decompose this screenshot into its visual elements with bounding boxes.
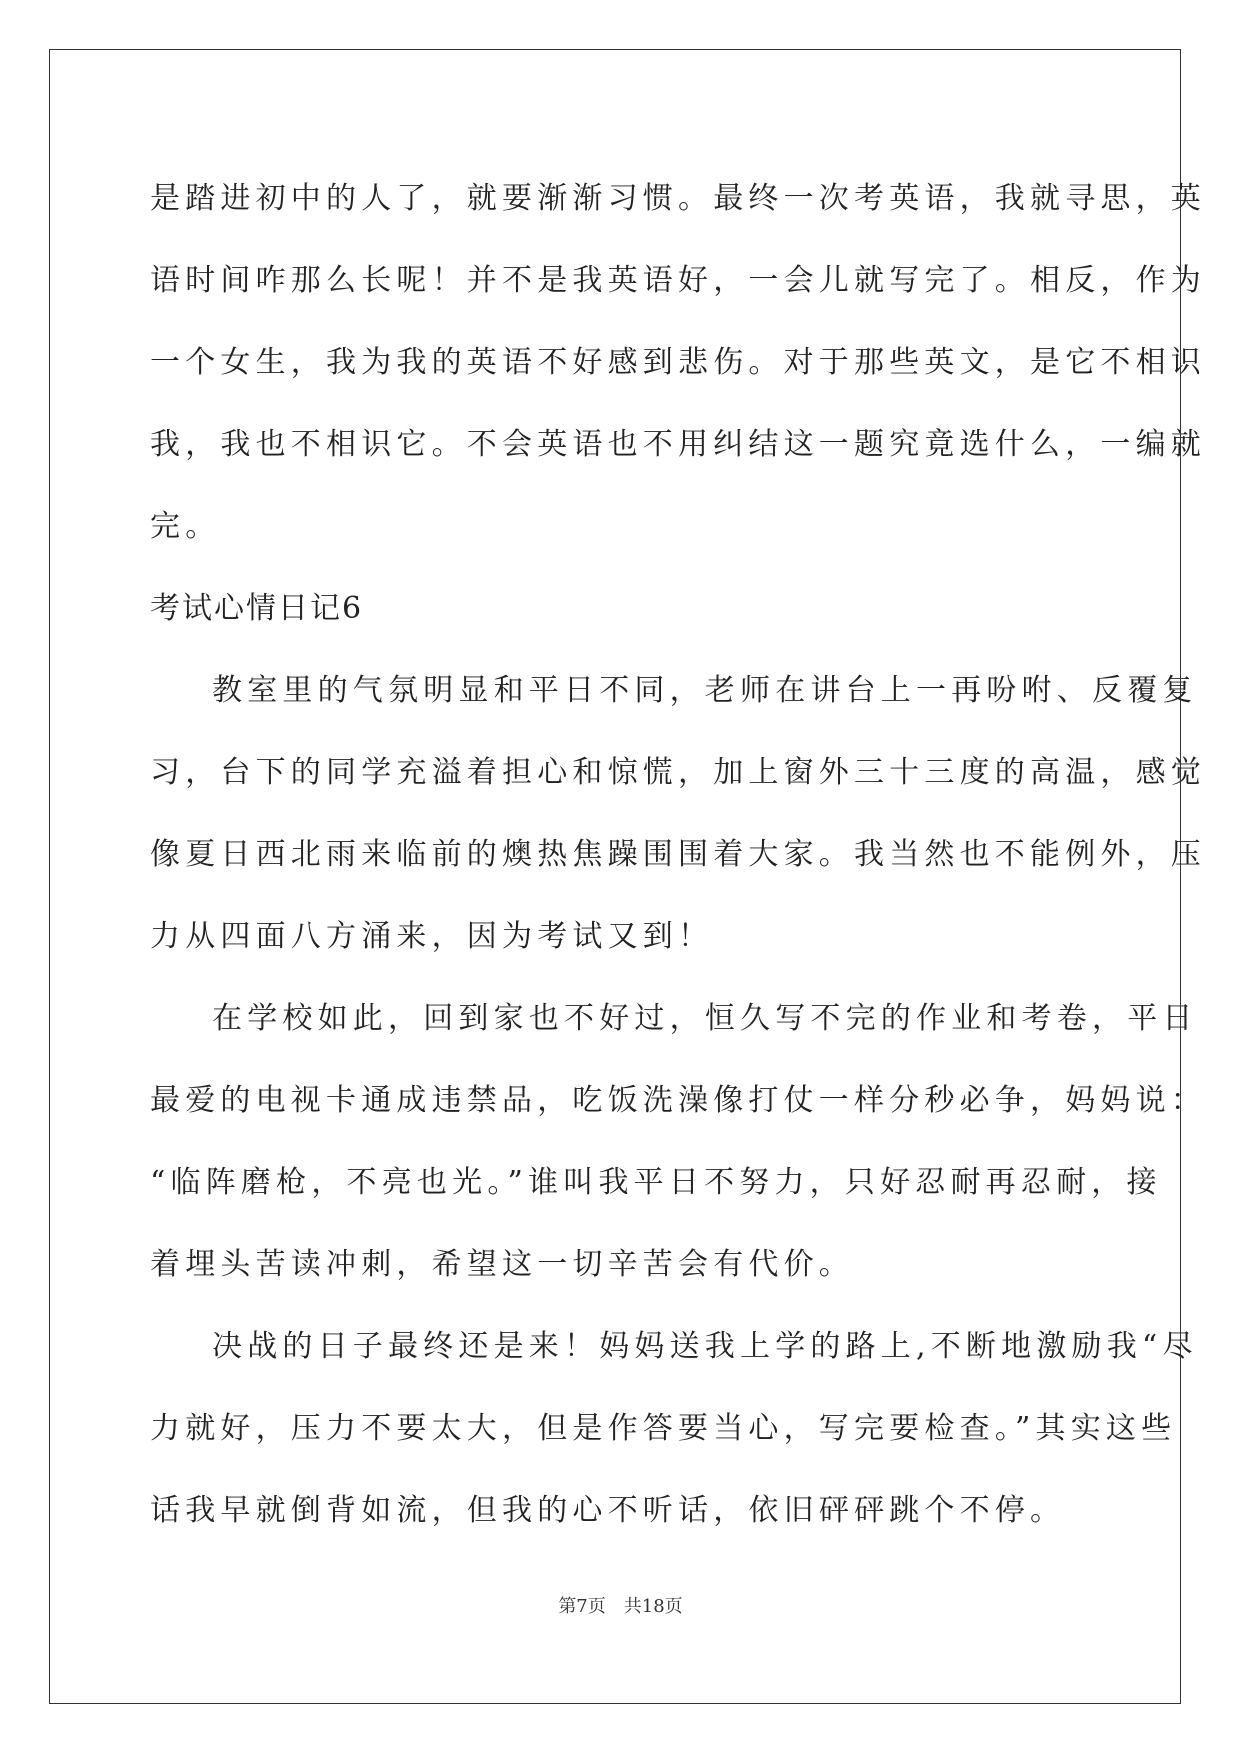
text-line: 完。	[150, 509, 221, 544]
text-line: 语时间咋那么长呢！并不是我英语好，一会儿就写完了。相反，作为	[150, 263, 1206, 298]
text-line: 着埋头苦读冲刺，希望这一切辛苦会有代价。	[150, 1247, 854, 1282]
text-line: 话我早就倒背如流，但我的心不听话，依旧砰砰跳个不停。	[150, 1493, 1066, 1528]
text-line: 是踏进初中的人了，就要渐渐习惯。最终一次考英语，我就寻思，英	[150, 181, 1206, 216]
paragraph-continuation	[150, 158, 1206, 568]
text-line: 教室里的气氛明显和平日不同，老师在讲台上一再吩咐、反覆复	[212, 673, 1198, 708]
page-total: 共18页	[623, 1596, 683, 1617]
text-line: 在学校如此，回到家也不好过，恒久写不完的作业和考卷，平日	[212, 1001, 1198, 1036]
text-line: 最爱的电视卡通成违禁品，吃饭洗澡像打仗一样分秒必争，妈妈说：	[150, 1083, 1206, 1118]
text-line: “临阵磨枪，不亮也光。”谁叫我平日不努力，只好忍耐再忍耐，接	[150, 1165, 1162, 1200]
text-line: 力就好，压力不要太大，但是作答要当心，写完要检查。”其实这些	[150, 1411, 1177, 1446]
text-line: 力从四面八方涌来，因为考试又到！	[150, 919, 714, 954]
text-line: 我，我也不相识它。不会英语也不用纠结这一题究竟选什么，一编就	[150, 427, 1206, 462]
page-number: 第7页	[558, 1596, 606, 1617]
paragraph-3	[150, 1306, 1198, 1552]
section-title: 考试心情日记6	[150, 591, 364, 626]
text-line: 习，台下的同学充溢着担心和惊慌，加上窗外三十三度的高温，感觉	[150, 755, 1206, 790]
paragraph-2	[150, 978, 1206, 1306]
text-line: 像夏日西北雨来临前的燠热焦躁围围着大家。我当然也不能例外，压	[150, 837, 1206, 872]
document-body	[150, 158, 1206, 1552]
paragraph-1	[150, 650, 1206, 978]
text-line: 一个女生，我为我的英语不好感到悲伤。对于那些英文，是它不相识	[150, 345, 1206, 380]
page-footer	[0, 1592, 1241, 1618]
text-line: 决战的日子最终还是来！妈妈送我上学的路上,不断地激励我“尽	[212, 1329, 1198, 1364]
